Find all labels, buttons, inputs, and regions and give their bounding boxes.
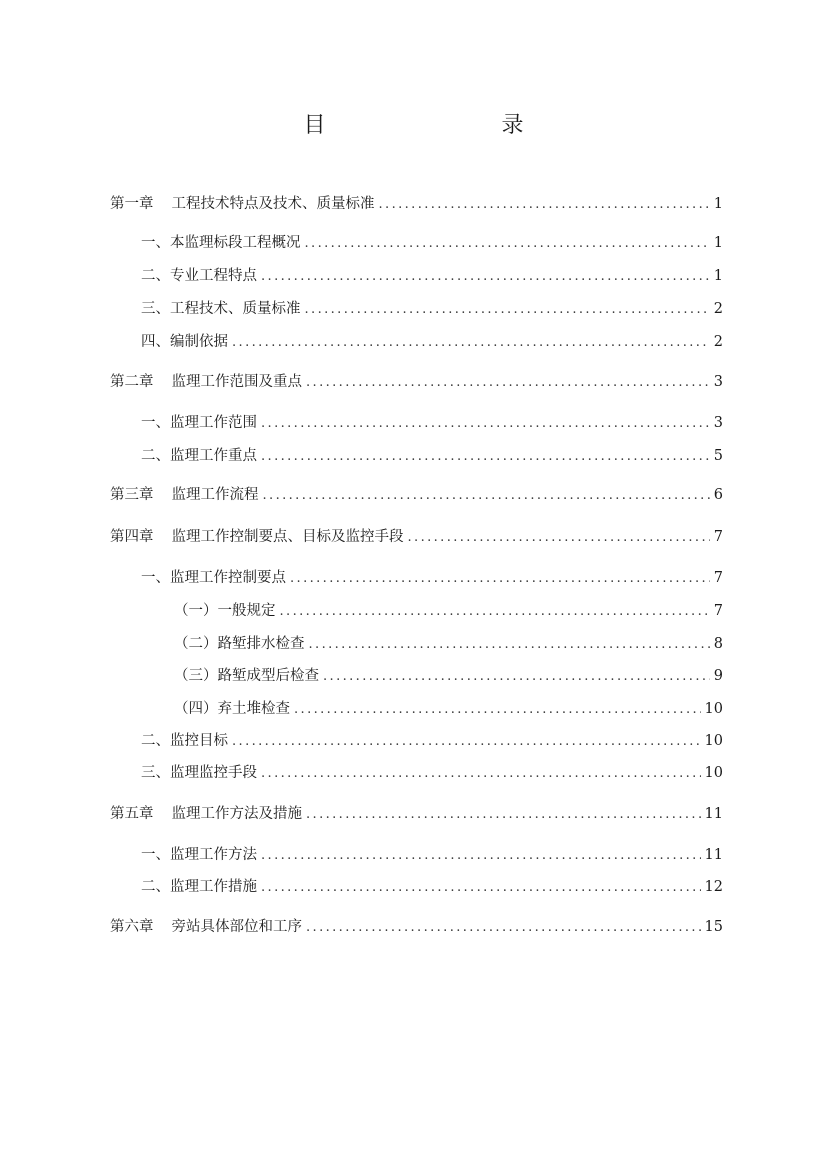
page-number: 10 <box>704 765 723 781</box>
toc-entry-subsection[interactable] <box>110 698 723 720</box>
entry-title: 三、监理监控手段 <box>141 765 257 781</box>
dot-leader <box>261 877 701 899</box>
toc-entry-section[interactable] <box>110 265 723 287</box>
dot-leader <box>306 917 701 939</box>
entry-title: 二、专业工程特点 <box>141 268 257 284</box>
page-number: 2 <box>713 334 723 350</box>
entry-title: 二、监理工作重点 <box>141 448 257 464</box>
entry-title: 一、本监理标段工程概况 <box>141 235 301 251</box>
entry-title: 二、监理工作措施 <box>141 879 257 895</box>
dot-leader <box>261 763 701 785</box>
dot-leader <box>232 332 710 354</box>
toc-entry-section[interactable] <box>110 232 723 254</box>
entry-title: 监理工作范围及重点 <box>171 374 302 390</box>
entry-title: 四、编制依据 <box>141 334 228 350</box>
page-number: 3 <box>713 374 723 390</box>
toc-entry-section[interactable] <box>110 844 723 866</box>
dot-leader <box>306 372 710 394</box>
toc-entry-chapter-4[interactable] <box>110 526 723 548</box>
toc-entry-subsection[interactable] <box>110 665 723 687</box>
page-number: 11 <box>704 806 723 822</box>
toc-entry-subsection[interactable] <box>110 633 723 655</box>
page-number: 1 <box>713 196 723 212</box>
dot-leader <box>305 233 710 255</box>
toc-entry-section[interactable] <box>110 445 723 467</box>
page-number: 9 <box>713 668 723 684</box>
toc-entry-subsection[interactable] <box>110 600 723 622</box>
chapter-number: 第二章 <box>110 374 154 390</box>
dot-leader <box>261 446 710 468</box>
chapter-number: 第五章 <box>110 806 154 822</box>
entry-title: 一、监理工作方法 <box>141 847 257 863</box>
entry-title: 监理工作控制要点、目标及监控手段 <box>171 529 404 545</box>
page-number: 2 <box>713 301 723 317</box>
page-number: 8 <box>713 636 723 652</box>
page-number: 7 <box>713 603 723 619</box>
entry-title: 工程技术特点及技术、质量标准 <box>171 196 375 212</box>
dot-leader <box>263 485 710 507</box>
page-number: 1 <box>713 268 723 284</box>
entry-title: 二、监控目标 <box>141 733 228 749</box>
page-number: 6 <box>713 487 723 503</box>
dot-leader <box>306 804 701 826</box>
entry-title: 监理工作方法及措施 <box>171 806 302 822</box>
page-number: 15 <box>704 919 723 935</box>
entry-title: （三）路堑成型后检查 <box>174 668 319 684</box>
dot-leader <box>261 266 710 288</box>
page-number: 3 <box>713 415 723 431</box>
dot-leader <box>323 666 710 688</box>
entry-title: 一、监理工作范围 <box>141 415 257 431</box>
toc-entry-section[interactable] <box>110 331 723 353</box>
toc-entry-section[interactable] <box>110 762 723 784</box>
dot-leader <box>280 601 710 623</box>
toc-entry-chapter-3[interactable] <box>110 484 723 506</box>
entry-title: 三、工程技术、质量标准 <box>141 301 301 317</box>
chapter-number: 第三章 <box>110 487 154 503</box>
toc-entry-section[interactable] <box>110 876 723 898</box>
chapter-number: 第六章 <box>110 919 154 935</box>
page-number: 10 <box>704 733 723 749</box>
dot-leader <box>305 299 710 321</box>
dot-leader <box>309 634 710 656</box>
entry-title: （四）弃土堆检查 <box>174 701 290 717</box>
page-number: 7 <box>713 570 723 586</box>
toc-entry-section[interactable] <box>110 567 723 589</box>
dot-leader <box>261 413 710 435</box>
toc-entry-chapter-5[interactable] <box>110 803 723 825</box>
dot-leader <box>294 699 701 721</box>
entry-title: 监理工作流程 <box>171 487 259 503</box>
entry-title: 旁站具体部位和工序 <box>171 919 302 935</box>
page-number: 10 <box>704 701 723 717</box>
page-number: 11 <box>704 847 723 863</box>
chapter-number: 第四章 <box>110 529 154 545</box>
dot-leader <box>379 194 710 216</box>
dot-leader <box>261 845 701 867</box>
toc-entry-section[interactable] <box>110 412 723 434</box>
dot-leader <box>290 568 710 590</box>
page-title: 目 录 <box>303 113 568 138</box>
chapter-number: 第一章 <box>110 196 154 212</box>
page-number: 12 <box>704 879 723 895</box>
page-number: 5 <box>713 448 723 464</box>
toc-entry-chapter-6[interactable] <box>110 916 723 938</box>
page-number: 1 <box>713 235 723 251</box>
toc-entry-chapter-2[interactable] <box>110 371 723 393</box>
page-number: 7 <box>713 529 723 545</box>
dot-leader <box>408 527 710 549</box>
entry-title: （二）路堑排水检查 <box>174 636 305 652</box>
toc-entry-section[interactable] <box>110 298 723 320</box>
dot-leader <box>232 731 701 753</box>
entry-title: （一）一般规定 <box>174 603 276 619</box>
entry-title: 一、监理工作控制要点 <box>141 570 286 586</box>
toc-entry-section[interactable] <box>110 730 723 752</box>
toc-entry-chapter-1[interactable] <box>110 193 723 215</box>
